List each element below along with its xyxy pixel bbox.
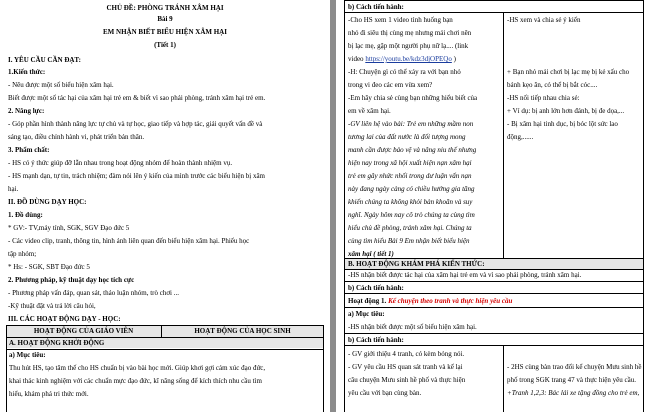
teacher-line: - GV yêu cầu HS quan sát tranh và kể lại xyxy=(348,363,463,371)
teacher-line: em về xâm hại. xyxy=(348,107,391,115)
teacher-line: khiến chúng ta không khỏi bàn khoăn và suy xyxy=(348,198,473,206)
column-header-student: HOẠT ĐỘNG CỦA HỌC SINH xyxy=(194,327,291,335)
body-line: - Góp phần hình thành năng lực tự chủ và tự học, giao tiếp và hợp tác, giải quyết vấn đề và xyxy=(8,120,263,128)
activity-1-label: Hoạt động 1. xyxy=(348,297,387,305)
how-label: b) Cách tiến hành: xyxy=(348,284,404,292)
section-requirements: I. YÊU CẦU CẦN ĐẠT: xyxy=(8,56,81,64)
teacher-line: xâm hại ( tiết 1) xyxy=(348,250,394,258)
student-line: phố trong SGK trang 47 và thực hiện yêu cầu. xyxy=(507,376,636,384)
teacher-line: - GV giới thiệu 4 tranh, có kèm bóng nói. xyxy=(348,350,465,358)
row-divider xyxy=(344,281,644,282)
teacher-line: trẻ em gây nhức nhối trong dư luận vấn nạn xyxy=(348,172,472,180)
teacher-line: trong vi đeo các em vừa xem? xyxy=(348,81,433,89)
teacher-line: -H: Chuyện gì có thể xảy ra với bạn nhỏ xyxy=(348,68,461,76)
student-line: bánh kẹo ăn, có thể bị bắt cóc.... xyxy=(507,81,598,89)
section-startup: A. HOẠT ĐỘNG KHỞI ĐỘNG xyxy=(9,339,105,347)
document-page-2 xyxy=(336,0,650,412)
teacher-line: yêu cầu với bạn cùng bàn. xyxy=(348,389,422,397)
teacher-line: -Em hãy chia sẻ cùng bạn những hiểu biết của xyxy=(348,94,478,102)
teacher-line: cùng tìm hiểu Bài 9 Em nhận biết biểu hiện xyxy=(348,237,470,245)
student-line: - Bị xâm hại tinh dục, bị bóc lột sức lao xyxy=(507,120,618,128)
body-line: - HS có ý thức giúp đỡ lẫn nhau trong hoạt động nhóm để hoàn thành nhiệm vụ. xyxy=(8,159,233,167)
video-link[interactable]: video https://youtu.be/kdz3djOPEQo ) xyxy=(348,55,456,63)
how-label: b) Cách tiến hành: xyxy=(348,336,404,344)
teacher-line: -Cho HS xem 1 video tình huống bạn xyxy=(348,16,453,24)
row-divider xyxy=(344,345,644,346)
body-line: * Hs: - SGK, SBT Đạo đức 5 xyxy=(8,263,90,271)
heading-competence: 2. Năng lực: xyxy=(8,107,45,115)
lesson-title: EM NHẬN BIẾT BIỂU HIỆN XÂM HẠI xyxy=(103,28,227,36)
body-line: - HS mạnh dạn, tự tin, trách nhiệm; đàm nói lên ý kiến của mình trước các biểu hiện bị xâm xyxy=(8,172,266,180)
objective-line: hiểu, khám phá tri thức mới. xyxy=(9,390,89,398)
student-line: -HS nối tiếp nhau chia sẻ: xyxy=(507,94,580,102)
section-activities: III. CÁC HOẠT ĐỘNG DẠY - HỌC: xyxy=(8,315,121,323)
row-divider xyxy=(344,333,644,334)
lesson-period: (Tiết 1) xyxy=(154,41,176,49)
objective-line: Thu hút HS, tạo tâm thế cho HS chuẩn bị vào bài học mới. Giúp khơi gợi cảm xúc đạo đức, xyxy=(9,364,266,372)
objective-line: -HS nhận biết được tác hại của xâm hại trẻ em và vì sao phải phòng, tránh xâm hại. xyxy=(348,271,582,279)
teacher-line: tương lai của đất nước là đối tượng mong xyxy=(348,133,466,141)
teacher-line: câu chuyện Mưu sinh hề phố và thực hiện xyxy=(348,376,466,384)
body-line: -Kỹ thuật đặt và trả lời câu hỏi, xyxy=(8,302,96,310)
objective-label: a) Mục tiêu: xyxy=(348,310,385,318)
body-line: tập nhóm; xyxy=(8,250,37,258)
body-line: Biết được một số tác hại của xâm hại trẻ em & biết vì sao phải phòng, tránh xâm hại trẻ em. xyxy=(8,94,266,102)
teacher-line: manh cần được bảo vệ và nâng niu thế nhưng xyxy=(348,146,477,154)
video-url-link[interactable]: https://youtu.be/kdz3djOPEQo xyxy=(365,55,452,63)
lesson-number: Bài 9 xyxy=(157,15,173,23)
teacher-line: này đang ngày càng có chiều hướng gia tăng xyxy=(348,185,475,193)
objective-label: a) Mục tiêu: xyxy=(9,351,46,359)
section-materials: II. ĐỒ DÙNG DẠY HỌC: xyxy=(8,198,87,206)
row-divider xyxy=(344,269,644,270)
row-divider xyxy=(344,293,644,294)
student-line: + Ví dụ: bị anh lớn hơn đánh, bị đe dọa,... xyxy=(507,107,625,115)
teacher-line: hiểu chủ đề phòng, tránh xâm hại. Chúng ta xyxy=(348,224,472,232)
body-line: sáng tạo, điều chỉnh hành vi, phát triển bản thân. xyxy=(8,133,145,141)
teacher-line: hiện nay trong xã hội xuất hiện nạn xâm hại xyxy=(348,159,472,167)
teacher-line: nghĩ. Ngày hôm nay cô trò chúng ta cùng tìm xyxy=(348,211,475,219)
objective-line: khai thác kinh nghiệm với các chuẩn mực đạo đức, kĩ năng sống để kích thích nhu cầu tìm xyxy=(9,377,262,385)
how-label: b) Cách tiến hành: xyxy=(348,3,404,11)
teacher-line: nhỏ đi siêu thị cùng mẹ nhưng mải chơi nên xyxy=(348,29,472,37)
column-header-teacher: HOẠT ĐỘNG CỦA GIÁO VIÊN xyxy=(33,327,134,335)
body-line: hại. xyxy=(8,185,19,193)
student-line: + Bạn nhỏ mải chơi bị lạc mẹ bị kẻ xấu cho xyxy=(507,68,630,76)
body-line: - Phương pháp vấn đáp, quan sát, thảo luận nhóm, trò chơi ... xyxy=(8,289,180,297)
objective-line: -HS nhận biết được một số biểu hiện xâm hại. xyxy=(348,323,477,331)
row-divider xyxy=(344,12,644,13)
heading-knowledge: 1.Kiến thức: xyxy=(8,68,46,76)
student-line: +Tranh 1,2,3: Bác lái xe tặng đồng cho trẻ em, xyxy=(507,389,640,397)
row-divider xyxy=(344,307,644,308)
row-divider xyxy=(6,349,324,350)
body-line: * GV:- TV,máy tính, SGK, SGV Đạo đức 5 xyxy=(8,224,130,232)
body-line: - Các video clip, tranh, thông tin, hình ảnh liên quan đến biểu hiện xâm hại. Phiếu học xyxy=(8,237,250,245)
body-line: - Nêu được một số biểu hiện xâm hại. xyxy=(8,81,114,89)
student-line: động,...... xyxy=(507,133,534,141)
section-explore: B. HOẠT ĐỘNG KHÁM PHÁ KIẾN THỨC: xyxy=(348,260,485,268)
teacher-line: bị lạc mẹ, gặp một người phụ nữ lạ.... (link xyxy=(348,42,469,50)
teacher-line: -GV liên hệ vào bài: Trẻ em những mầm non xyxy=(348,120,474,128)
activity-1-title: Kể chuyện theo tranh và thực hiện yêu cầu xyxy=(388,297,513,305)
heading-methods: 2. Phương pháp, kỹ thuật dạy học tích cực xyxy=(8,276,135,284)
topic-heading: CHỦ ĐỀ: PHÒNG TRÁNH XÂM HẠI xyxy=(106,4,224,12)
student-line: -HS xem và chia sẻ ý kiến xyxy=(507,16,581,24)
heading-qualities: 3. Phẩm chất: xyxy=(8,146,50,154)
student-line: - 2HS cùng bàn trao đổi kể chuyện Mưu sinh hề xyxy=(507,363,642,371)
heading-materials: 1. Đồ dùng: xyxy=(8,211,43,219)
activity-1-heading xyxy=(348,297,650,305)
